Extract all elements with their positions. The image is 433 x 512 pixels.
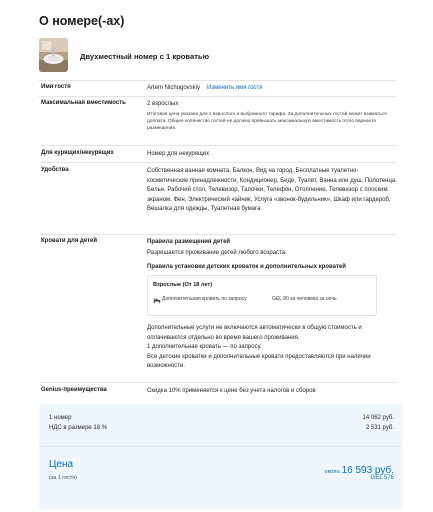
total-price-label: Цена: [49, 459, 74, 470]
smoking-value: Номер для некурящих: [147, 151, 210, 157]
amenities-row: [39, 167, 399, 229]
room-price: 14 062 руб.: [362, 415, 394, 421]
vat-label: НДС в размере 18 %: [49, 425, 108, 431]
children-policy-title: Правила размещения детей: [147, 239, 231, 245]
genius-label: Genius-преимущества: [41, 387, 107, 393]
guest-name-label: Имя гостя: [41, 84, 71, 90]
smoking-label: Для курящих/некурящих: [41, 150, 114, 156]
extra-services-note: Дополнительные услуги не включаются автоматически в общую стоимость и оплачиваются отдельно во время вашего проживания.: [147, 325, 362, 341]
children-beds-notes: [147, 324, 397, 372]
amenities-label: Удобства: [41, 167, 69, 173]
extra-bed-note: 1 дополнительная кровать — по запросу.: [147, 344, 262, 351]
guest-name-text: Artem Nichugovskiy: [147, 85, 201, 91]
total-gel: GEL 576: [370, 475, 394, 481]
max-occupancy-label: Максимальная вместимость: [41, 100, 126, 106]
availability-note: Все детские кроватки и дополнительные кровати предоставляются при наличии возможности.: [147, 353, 371, 370]
amenities-value: Собственная ванная комната, Балкон, Вид на город, Бесплатные туалетно-косметические принадлежности, Кондиционер, Биде, Туалет, Ванна или душ, Полотенца, Белье, Рабочий стол, Телевизор, Тапочки, Телефон, Отопление, Телевизор с плоским экраном, Фен, Электрический чайник, Услуга «звонок-будильник», Шкаф или гардероб, Вешалка для одежды, Туалетная бумага: [147, 168, 397, 213]
extra-bed-policy-box: [147, 275, 377, 316]
room-name: Двухместный номер с 1 кроватью: [80, 52, 210, 61]
max-occupancy-note: Итоговая цена указана для 1 взрослого и выбранного тарифа. За дополнительных гостей может взиматься доплата. Общее количество гостей не должно превышать максимальную вместимость этого варианта размещения.: [147, 111, 387, 131]
children-beds-row: [39, 238, 399, 378]
room-photo-image: [39, 38, 68, 72]
guest-name-value: [147, 84, 397, 94]
children-policy-text: Разрешается проживание детей любого возраста.: [147, 250, 287, 256]
change-guest-name-link[interactable]: Изменить имя гостя: [207, 85, 263, 91]
total-amount: 16 593 руб.: [341, 465, 394, 476]
total-price-note: (за 1 гостя): [49, 475, 77, 481]
max-occupancy-value: [147, 100, 397, 132]
bed-icon: [153, 296, 161, 304]
beds-policy-title: Правила установки детских кроваток и дополнительных кроватей: [147, 264, 346, 270]
children-beds-label: Кровати для детей: [41, 238, 98, 244]
divider: [39, 382, 396, 383]
divider: [39, 234, 396, 235]
guest-name-row: [39, 84, 399, 96]
vat-amount: 2 531 руб.: [365, 425, 394, 431]
divider: [39, 96, 396, 97]
adults-caption: Взрослые (От 18 лет): [153, 282, 213, 288]
extra-bed-price: GEL 80 за человека за ночь: [272, 296, 337, 302]
max-occupancy-text: 2 взрослых: [147, 101, 179, 107]
divider: [39, 80, 396, 81]
smoking-row: [39, 150, 399, 162]
genius-row: [39, 387, 399, 399]
max-occupancy-row: [39, 100, 399, 142]
room-header: [39, 38, 399, 78]
room-photo[interactable]: [39, 38, 68, 72]
price-summary: [39, 404, 402, 509]
extra-bed-text: Дополнительная кровать по запросу: [162, 296, 247, 302]
room-count-label: 1 номер: [49, 415, 72, 421]
total-approx: около: [324, 469, 340, 475]
divider: [39, 145, 396, 146]
genius-value: Скидка 10% применяется к цене без учета налогов и сборов: [147, 388, 316, 394]
summary-divider: [39, 446, 402, 447]
page-title: О номере(-ах): [39, 14, 125, 28]
divider: [39, 162, 396, 163]
